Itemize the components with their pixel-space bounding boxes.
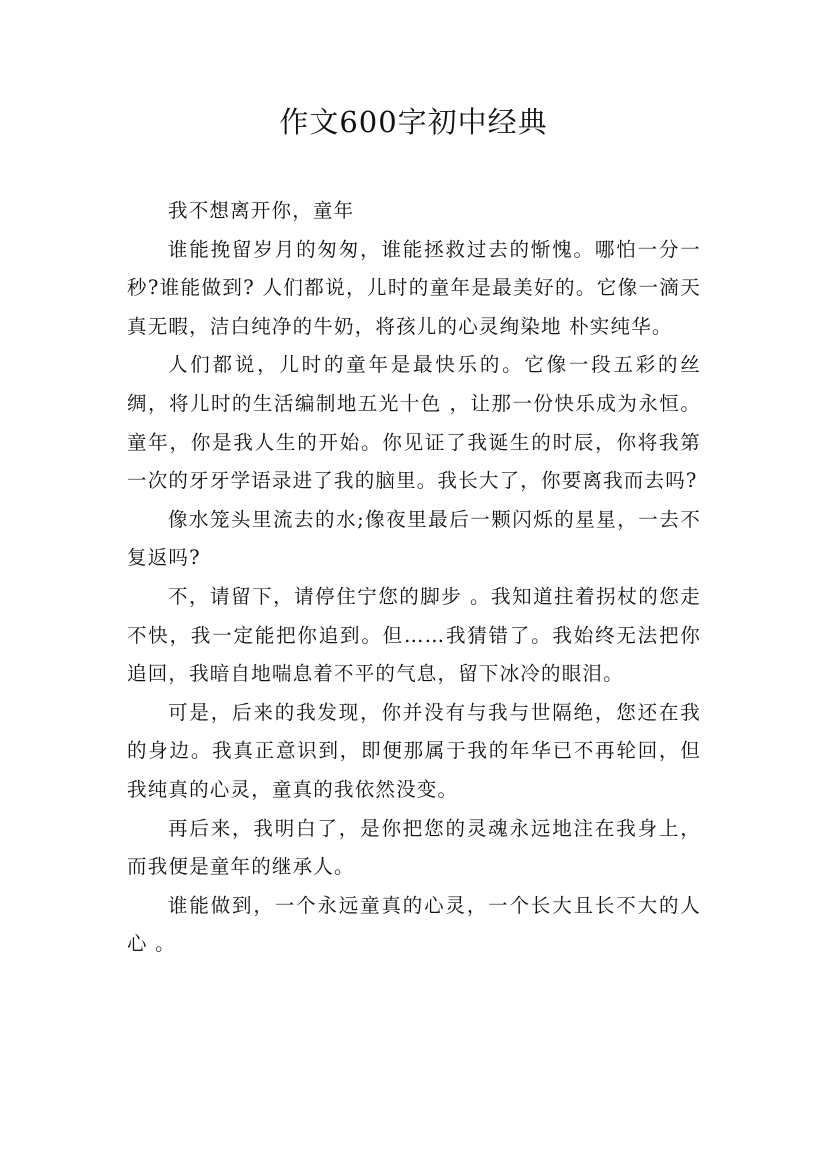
paragraph: 我不想离开你，童年 [168, 199, 355, 222]
paragraph: 再后来，我明白了，是你把您的灵魂永远地注在我身上，而我便是童年的继承人。 [127, 816, 701, 879]
paragraph: 像水笼头里流去的水;像夜里最后一颗闪烁的星星，一去不复返吗? [127, 507, 701, 570]
paragraph: 人们都说，儿时的童年是最快乐的。它像一段五彩的丝绸，将儿时的生活编制地五光十色 ，让那一份快乐成为永恒。 童年，你是我人生的开始。你见证了我诞生的时辰，你将我第一次的牙牙学语录进了我的脑里。我长大了，你要离我而去吗? [127, 353, 701, 493]
paragraph: 可是，后来的我发现，你并没有与我与世隔绝，您还在我的身边。我真正意识到，即便那属于我的年华已不再轮回，但我纯真的心灵，童真的我依然没变。 [127, 700, 701, 801]
paragraph: 谁能挽留岁月的匆匆，谁能拯救过去的惭愧。哪怕一分一秒?谁能做到? 人们都说，儿时的童年是最美好的。它像一滴天真无暇，洁白纯净的牛奶，将孩儿的心灵绚染地 朴实纯华。 [127, 237, 701, 338]
document-title: 作文600字初中经典 [279, 105, 548, 139]
document-body [127, 192, 701, 964]
paragraph: 谁能做到，一个永远童真的心灵，一个长大且长不大的人心 。 [127, 893, 701, 956]
paragraph: 不，请留下，请停住宁您的脚步 。我知道拄着拐杖的您走不快，我一定能把你追到。但……我猜错了。我始终无法把你追回，我暗自地喘息着不平的气息，留下冰冷的眼泪。 [127, 584, 701, 686]
